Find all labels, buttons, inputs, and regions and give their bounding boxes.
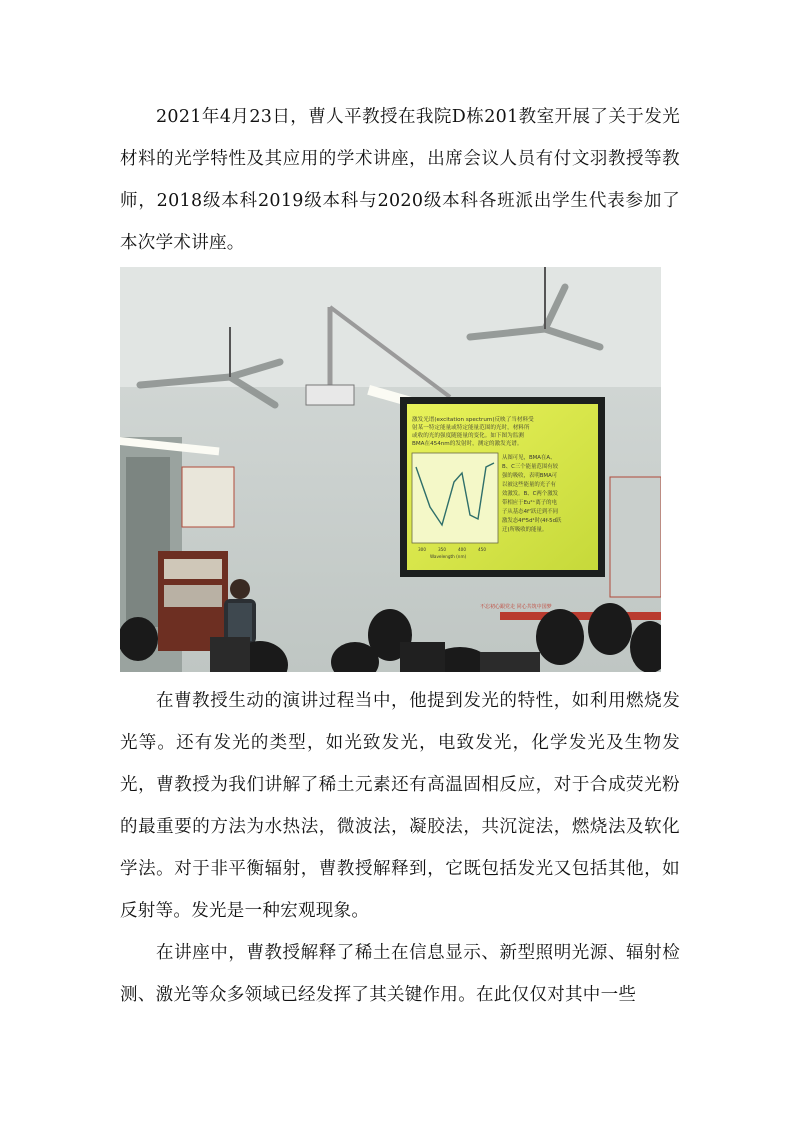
lecture-photo — [120, 267, 661, 672]
slide-tick: 350 — [438, 547, 446, 552]
slide-side-line: 子从基态4f⁷跃迁到不同 — [502, 509, 559, 515]
slide-side-line: 迁)所吸收的能量。 — [502, 527, 548, 533]
slide-line: 或收的光的强度随能量的变化。如下图为监测 — [412, 433, 524, 439]
slide-side-line: 强的吸收，表明BMA可 — [502, 473, 558, 479]
slide-side-line: B、C三个能量范围有较 — [502, 464, 558, 470]
slide-tick: 400 — [458, 547, 466, 552]
paragraph-2: 在曹教授生动的演讲过程当中，他提到发光的特性，如利用燃烧发光等。还有发光的类型，如光致发光，电致发光，化学发光及生物发光，曹教授为我们讲解了稀土元素还有高温固相反应，对于合成荧光粉的最重要的方法为水热法，微波法，凝胶法，共沉淀法，燃烧法及软化学法。对于非平衡辐射，曹教授解释到，它既包括发光又包括其他，如反射等。发光是一种宏观现象。 — [120, 691, 680, 921]
slide-side-line: 效激发。B、C两个激发 — [502, 491, 558, 497]
paragraph-3: 在讲座中，曹教授解释了稀土在信息显示、新型照明光源、辐射检测、激光等众多领域已经发挥了其关键作用。在此仅仅对其中一些 — [120, 943, 680, 1005]
slide-side-line: 带相应于Eu²⁺离子的电 — [502, 500, 557, 506]
slide-tick: 450 — [478, 547, 486, 552]
slide-line: 射某一特定能量或特定能量范围的光时，材料所 — [412, 425, 530, 431]
slide-side-line: 从图可见，BMA在A、 — [502, 455, 556, 461]
slide-line: 激发光谱(excitation spectrum)反映了当材料受 — [412, 417, 534, 423]
slide-line: BMA在454nm的发射时，测定的激发光谱。 — [412, 441, 523, 447]
wall-banner: 不忘初心跟党走 同心共筑中国梦 — [480, 604, 552, 610]
slide-axis-label: Wavelength (nm) — [430, 554, 467, 559]
paragraph-1: 2021年4月23日，曹人平教授在我院D栋201教室开展了关于发光材料的光学特性及其应用的学术讲座，出席会议人员有付文羽教授等教师，2018级本科2019级本科与2020级本科各班派出学生代表参加了本次学术讲座。 — [120, 107, 680, 253]
slide-side-line: 激发态4f⁶5d¹时(4f-5d跃 — [502, 518, 562, 524]
slide-tick: 300 — [418, 547, 426, 552]
slide-side-line: 以被这些能量的光子有 — [502, 482, 556, 488]
